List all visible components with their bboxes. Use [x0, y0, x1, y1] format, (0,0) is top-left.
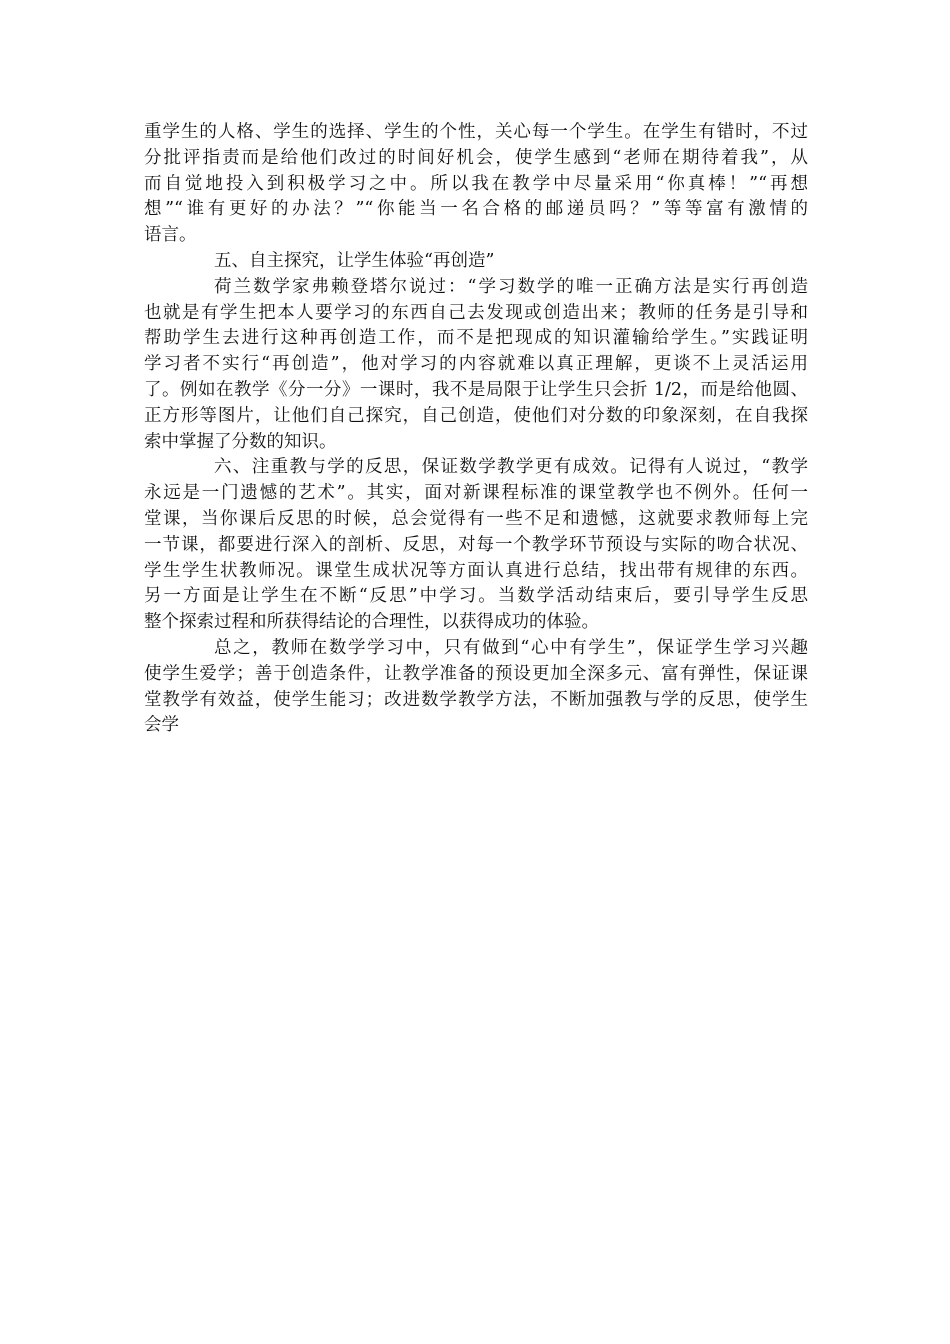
text-line: 总之，教师在数学学习中，只有做到“心中有学生”，保证学生学习兴趣	[214, 637, 808, 658]
paragraph-reflection	[144, 455, 808, 636]
document-body	[144, 120, 808, 739]
text-line: 而自觉地投入到积极学习之中。所以我在教学中尽量采用“你真棒！”“再想	[144, 173, 808, 194]
text-line: 学生学生状教师况。课堂生成状况等方面认真进行总结，找出带有规律的东西。	[144, 560, 808, 581]
text-line: 想”“谁有更好的办法？”“你能当一名合格的邮递员吗？”等等富有激情的	[144, 199, 808, 220]
text-line: 分批评指责而是给他们改过的时间好机会，使学生感到“老师在期待着我”，从	[144, 147, 808, 168]
text-line: 荷兰数学家弗赖登塔尔说过：“学习数学的唯一正确方法是实行再创造	[214, 276, 808, 297]
text-line: 另一方面是让学生在不断“反思”中学习。当数学活动结束后，要引导学生反思	[144, 586, 808, 607]
text-line: 了。例如在教学《分一分》一课时，我不是局限于让学生只会折 1/2，而是给他圆、	[144, 379, 808, 400]
text-line: 堂教学有效益，使学生能习；改进数学教学方法，不断加强教与学的反思，使学生	[144, 689, 808, 710]
text-line: 正方形等图片，让他们自己探究，自己创造，使他们对分数的印象深刻，在自我探	[144, 405, 808, 426]
text-line: 学习者不实行“再创造”，他对学习的内容就难以真正理解，更谈不上灵活运用	[144, 354, 808, 375]
section-heading-five	[144, 249, 808, 275]
text-line: 会学	[144, 715, 179, 736]
text-line: 六、注重教与学的反思，保证数学教学更有成效。记得有人说过，“教学	[214, 457, 808, 478]
text-line: 也就是有学生把本人要学习的东西自己去发现或创造出来；教师的任务是引导和	[144, 302, 808, 323]
text-line: 帮助学生去进行这种再创造工作，而不是把现成的知识灌输给学生。”实践证明	[144, 328, 808, 349]
text-line: 索中掌握了分数的知识。	[144, 431, 337, 452]
paragraph-conclusion	[144, 636, 808, 739]
text-line: 整个探索过程和所获得结论的合理性，以获得成功的体验。	[144, 612, 599, 633]
text-line: 永远是一门遗憾的艺术”。其实，面对新课程标准的课堂教学也不例外。任何一	[144, 483, 808, 504]
text-line: 堂课，当你课后反思的时候，总会觉得有一些不足和遗憾，这就要求教师每上完	[144, 508, 808, 529]
document-page	[144, 120, 808, 739]
text-line: 五、自主探究，让学生体验“再创造”	[214, 250, 495, 271]
paragraph-freudenthal	[144, 275, 808, 456]
text-line: 一节课，都要进行深入的剖析、反思，对每一个教学环节预设与实际的吻合状况、	[144, 534, 808, 555]
text-line: 语言。	[144, 225, 197, 246]
paragraph-respect-students	[144, 120, 808, 249]
text-line: 重学生的人格、学生的选择、学生的个性，关心每一个学生。在学生有错时，不过	[144, 122, 808, 142]
text-line: 使学生爱学；善于创造条件，让教学准备的预设更加全深多元、富有弹性，保证课	[144, 663, 808, 684]
